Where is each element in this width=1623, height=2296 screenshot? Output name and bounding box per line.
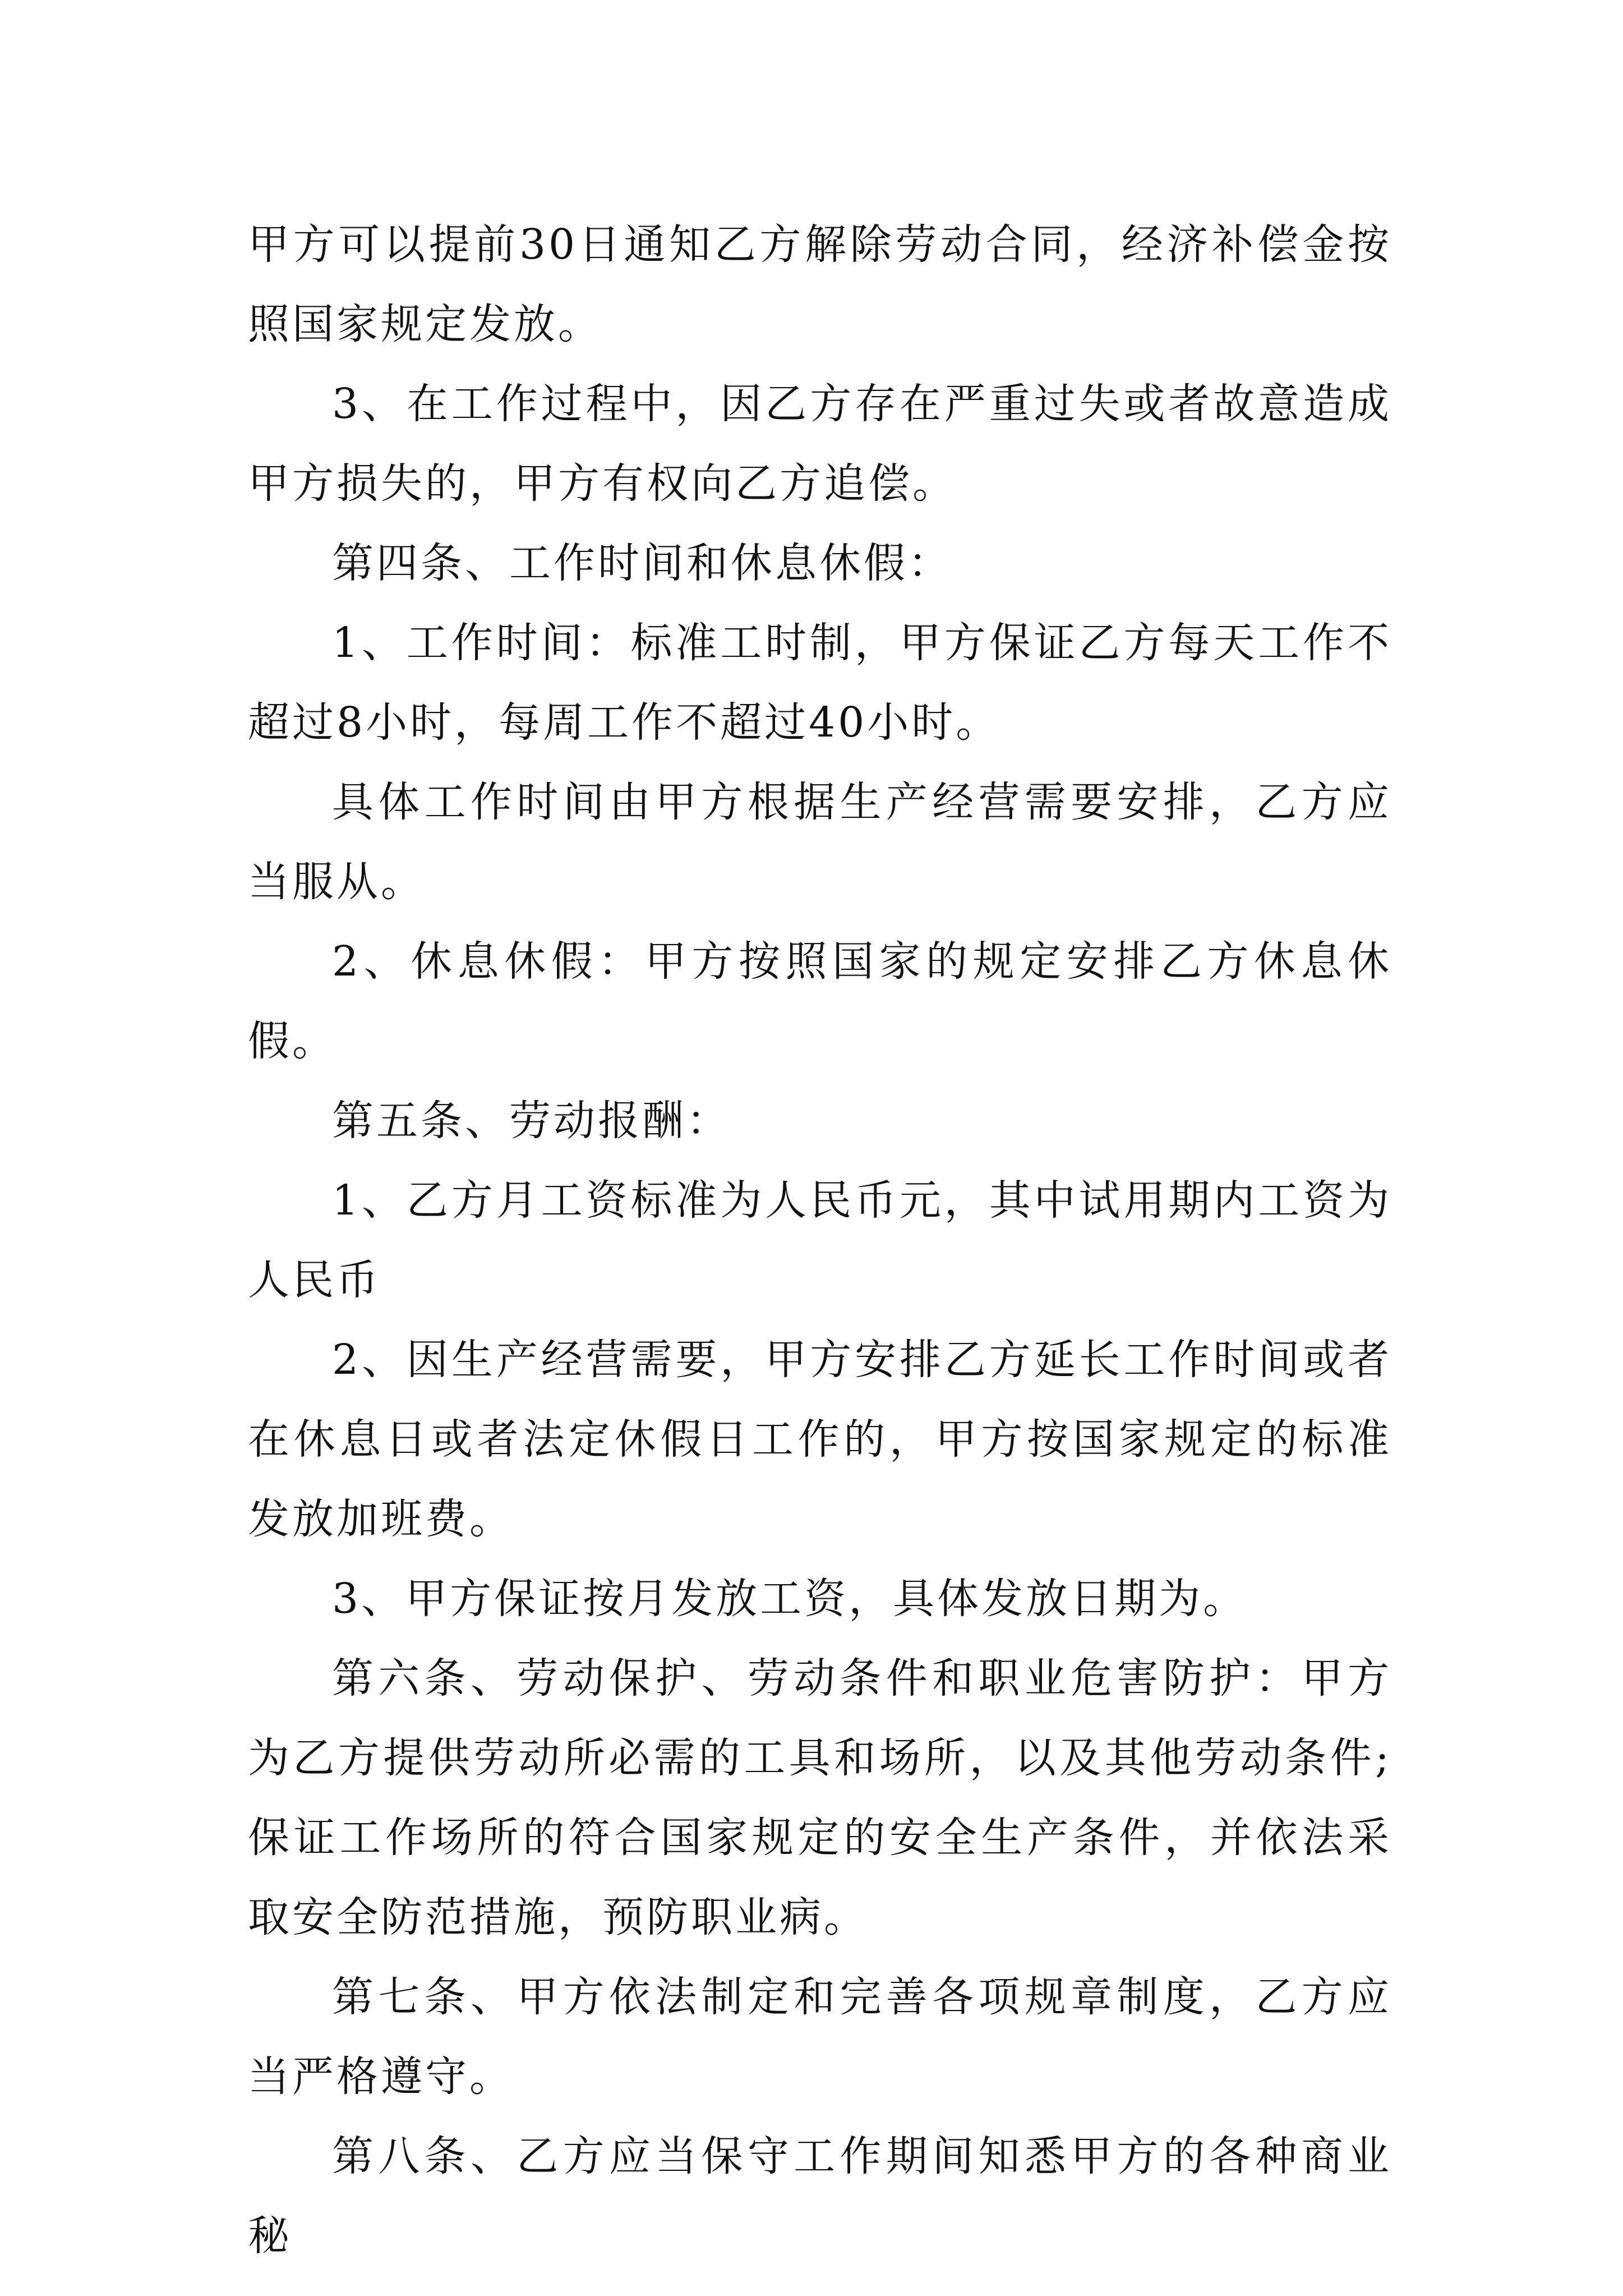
document-body	[248, 205, 1392, 2276]
paragraph-article-7-rules: 第七条、甲方依法制定和完善各项规章制度，乙方应当严格遵守。	[248, 1973, 1392, 2101]
heading-article-5: 第五条、劳动报酬：	[332, 1097, 731, 1145]
paragraph-pay-date: 3、甲方保证按月发放工资，具体发放日期为。	[332, 1575, 1248, 1623]
paragraph-overtime-pay: 2、因生产经营需要，甲方安排乙方延长工作时间或者在休息日或者法定休假日工作的，甲方按国家规定的标准发放加班费。	[248, 1336, 1392, 1543]
paragraph-working-hours: 1、工作时间：标准工时制，甲方保证乙方每天工作不超过8小时，每周工作不超过40小时。	[248, 619, 1392, 747]
heading-article-4: 第四条、工作时间和休息休假：	[332, 539, 952, 587]
paragraph-rest-leave: 2、休息休假：甲方按照国家的规定安排乙方休息休假。	[248, 937, 1392, 1065]
paragraph-schedule-arrangement: 具体工作时间由甲方根据生产经营需要安排，乙方应当服从。	[248, 778, 1392, 906]
paragraph-article-8-confidentiality: 第八条、乙方应当保守工作期间知悉甲方的各种商业秘	[248, 2132, 1392, 2260]
paragraph-article-6-protection: 第六条、劳动保护、劳动条件和职业危害防护：甲方为乙方提供劳动所必需的工具和场所，以及其他劳动条件;保证工作场所的符合国家规定的安全生产条件，并依法采取安全防范措施，预防职业病。	[248, 1654, 1392, 1941]
paragraph-compensation-clause: 3、在工作过程中，因乙方存在严重过失或者故意造成甲方损失的，甲方有权向乙方追偿。	[248, 380, 1392, 508]
paragraph-monthly-salary: 1、乙方月工资标准为人民币元，其中试用期内工资为人民币	[248, 1176, 1392, 1304]
paragraph-termination-notice: 甲方可以提前30日通知乙方解除劳动合同，经济补偿金按照国家规定发放。	[248, 220, 1392, 348]
